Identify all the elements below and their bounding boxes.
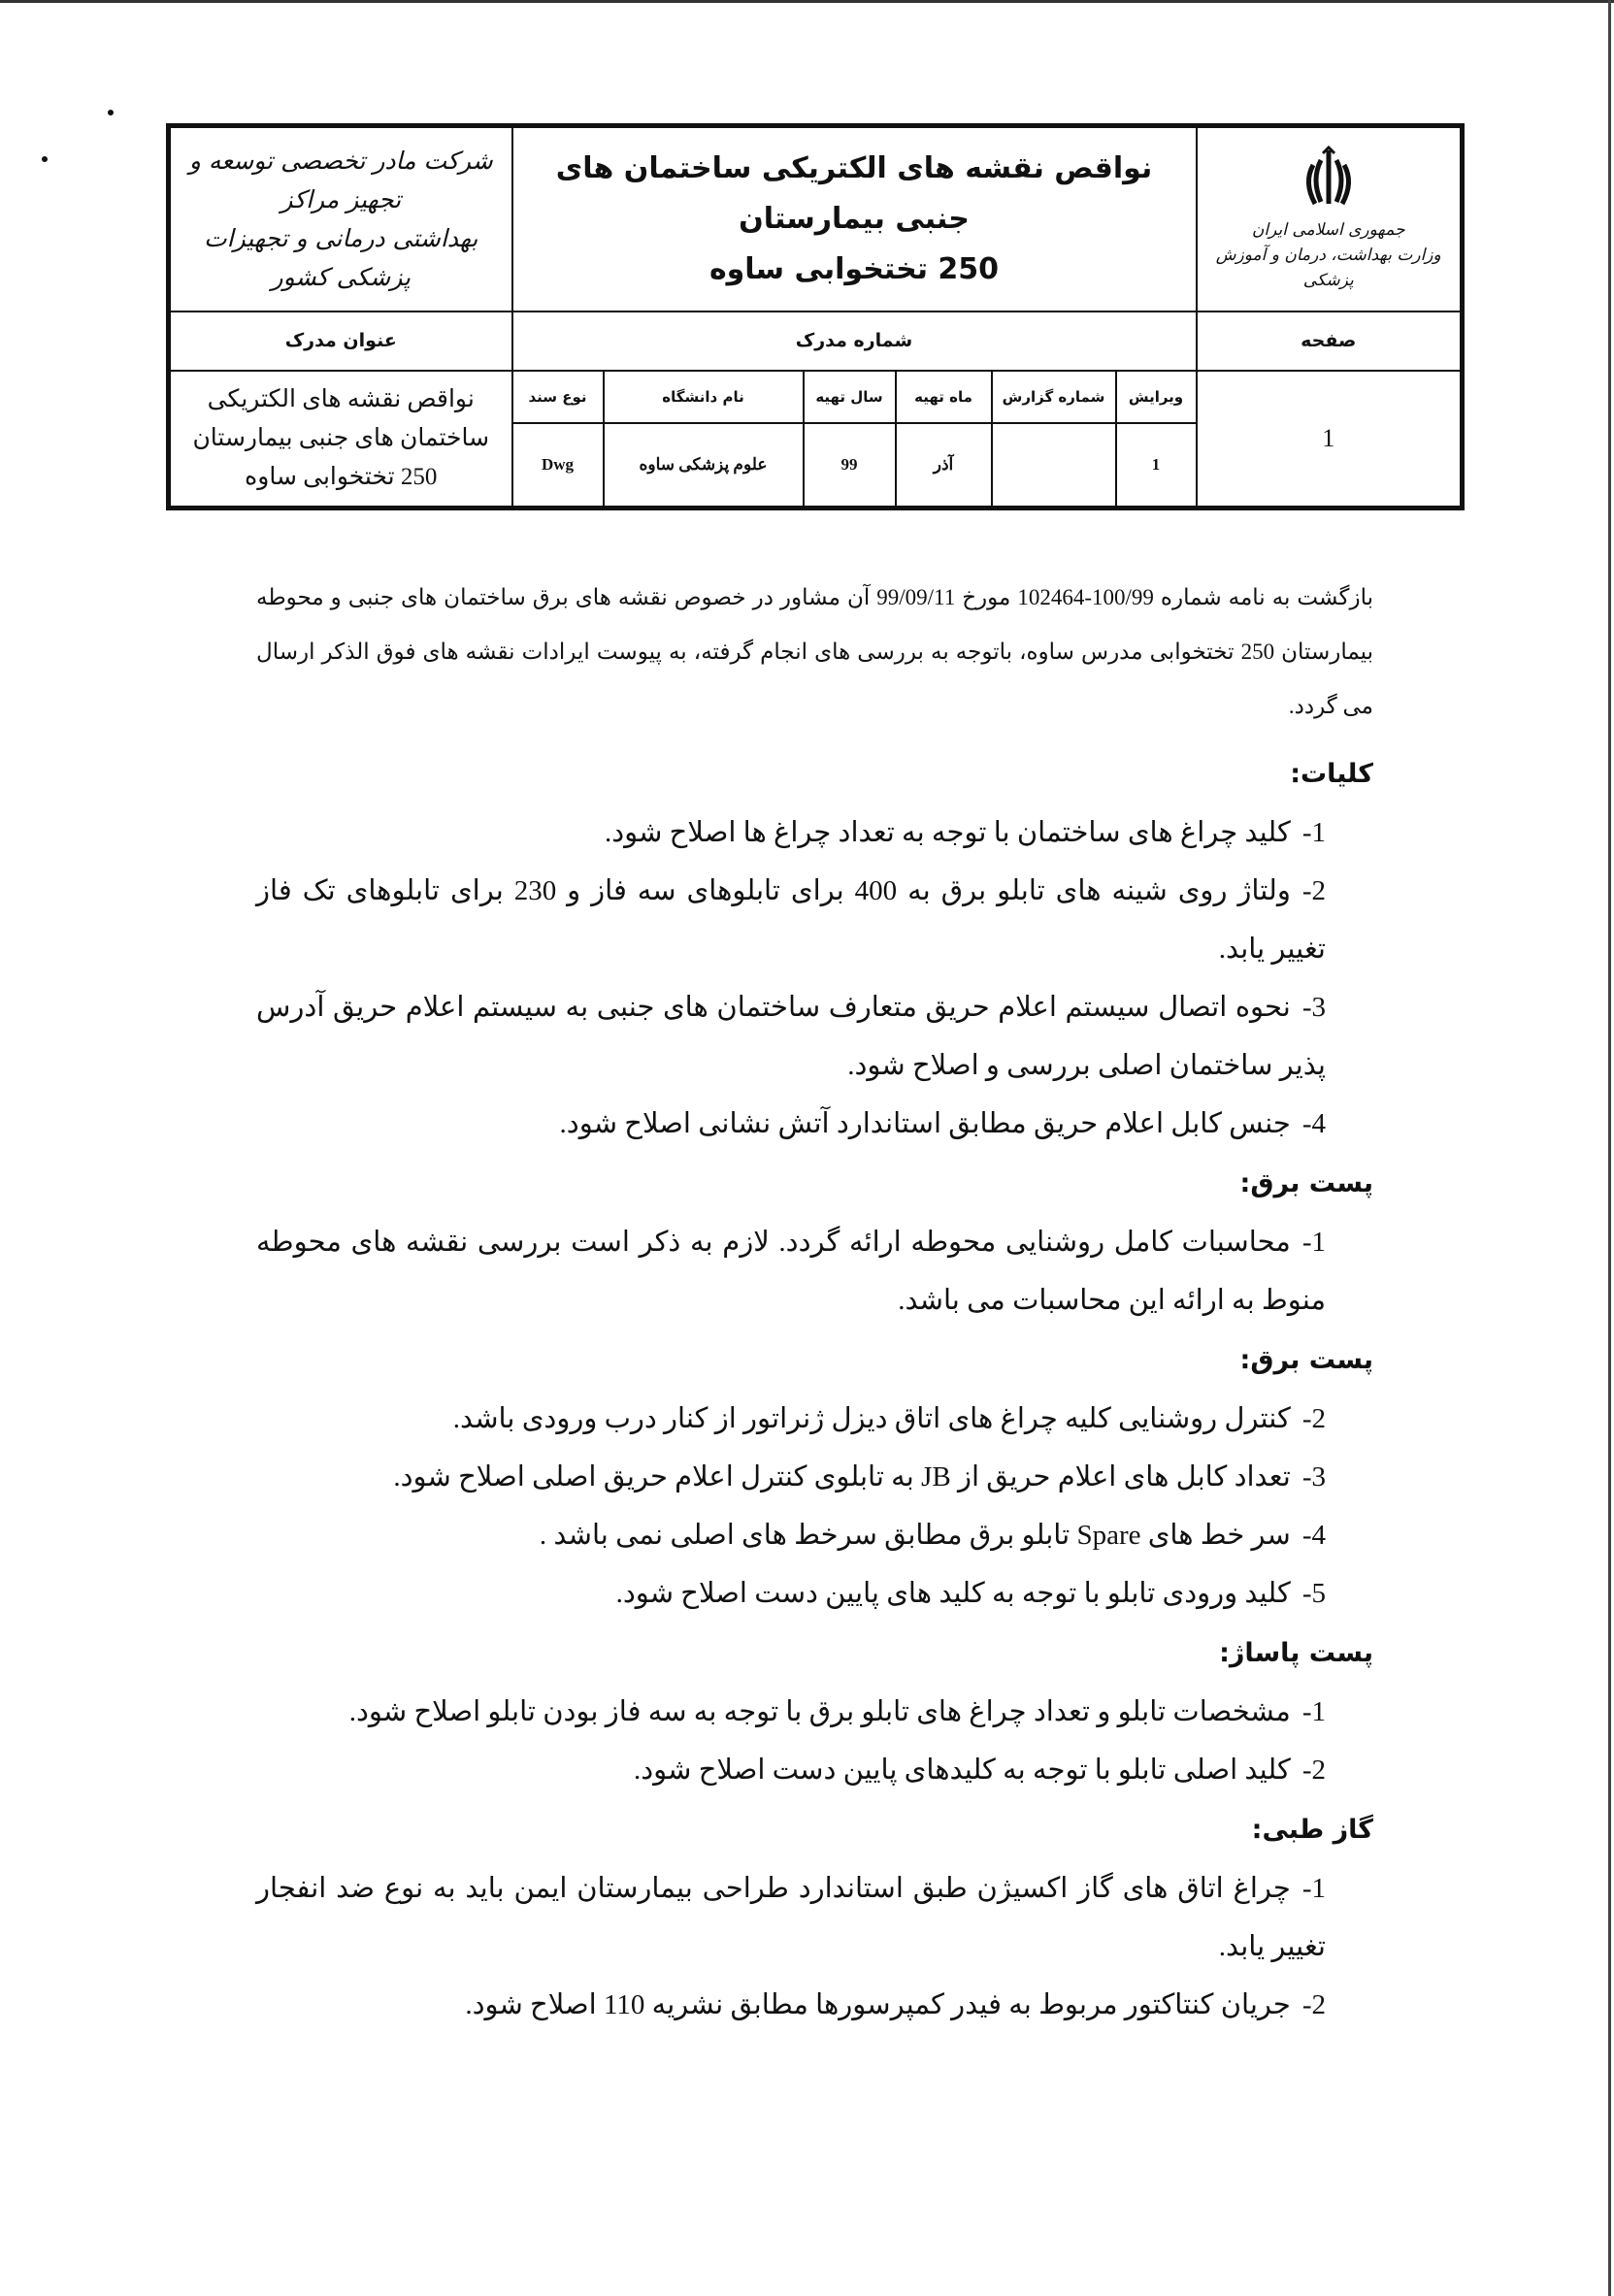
doc-title-line: نواقص نقشه های الکتریکی (207, 385, 475, 412)
defect-item (256, 978, 1326, 1095)
defect-item (256, 1741, 1326, 1799)
document-title (512, 126, 1197, 312)
item-number: 2- (1301, 1403, 1326, 1434)
section-heading: پست پاساژ: (1219, 1638, 1373, 1668)
edition-value: 1 (1116, 423, 1197, 508)
university-value: علوم پزشکی ساوه (604, 423, 804, 508)
defect-item (256, 1390, 1326, 1448)
defect-item (256, 1976, 1326, 2034)
defect-item (256, 1506, 1326, 1564)
item-text: محاسبات کامل روشنایی محوطه ارائه گردد. لازم به ذکر است بررسی نقشه های محوطه منوط به ارائه این محاسبات می باشد. (256, 1227, 1326, 1316)
col-doc-type: نوع سند (512, 371, 604, 423)
defect-item (256, 862, 1326, 978)
ministry-logo (1197, 126, 1463, 312)
item-text: کلید اصلی تابلو با توجه به کلیدهای پایین دست اصلاح شود. (634, 1755, 1291, 1786)
item-text: کلید ورودی تابلو با توجه به کلید های پایین دست اصلاح شود. (615, 1578, 1291, 1609)
col-month: ماه تهیه (896, 371, 992, 423)
intro-paragraph: بازگشت به نامه شماره 100/99-102464 مورخ 99/09/11 آن مشاور در خصوص نقشه های برق ساختمان های جنبی و محوطه بیمارستان 250 تختخوابی مدرس ساوه، باتوجه به بررسی های انجام گرفته، به پیوست ایرادات نقشه های فوق الذکر ارسال می گردد. (256, 585, 1373, 718)
report-number-value (992, 423, 1116, 508)
item-text: مشخصات تابلو و تعداد چراغ های تابلو برق با توجه به سه فاز بودن تابلو اصلاح شود. (348, 1696, 1291, 1727)
defect-item (256, 1859, 1326, 1976)
item-text: ولتاژ روی شینه های تابلو برق به 400 برای تابلوهای سه فاز و 230 برای تابلوهای تک فاز تغییر یابد. (256, 875, 1326, 965)
col-year: سال تهیه (804, 371, 896, 423)
item-number: 1- (1301, 817, 1326, 848)
item-number: 2- (1301, 875, 1326, 906)
scan-right-edge (1608, 0, 1611, 2296)
item-number: 1- (1301, 1227, 1326, 1258)
col-edition: ویرایش (1116, 371, 1197, 423)
section-heading: پست برق: (1239, 1345, 1373, 1375)
col-university: نام دانشگاه (604, 371, 804, 423)
scan-dot (108, 110, 114, 115)
item-number: 3- (1301, 1461, 1326, 1492)
year-value: 99 (804, 423, 896, 508)
defect-item (256, 1448, 1326, 1506)
item-number: 1- (1301, 1696, 1326, 1727)
month-value: آذر (896, 423, 992, 508)
item-number: 2- (1301, 1989, 1326, 2020)
defect-item (256, 1213, 1326, 1329)
item-number: 4- (1301, 1108, 1326, 1139)
defect-item (256, 1683, 1326, 1741)
document-header-table (166, 123, 1465, 510)
doc-title-line: 250 تختخوابی ساوه (245, 463, 438, 490)
logo-line-2: وزارت بهداشت، درمان و آموزش پزشکی (1215, 245, 1441, 290)
item-number: 2- (1301, 1755, 1326, 1786)
company-name (169, 126, 512, 312)
logo-line-1: جمهوری اسلامی ایران (1251, 219, 1405, 240)
company-line-2: بهداشتی درمانی و تجهیزات پزشکی کشور (204, 223, 478, 291)
defect-item (256, 1095, 1326, 1153)
item-number: 1- (1301, 1873, 1326, 1904)
page-value: 1 (1197, 371, 1463, 508)
company-line-1: شرکت مادر تخصصی توسعه و تجهیز مراکز (188, 146, 493, 213)
defects-list (256, 751, 1373, 2034)
item-text: سر خط های Spare تابلو برق مطابق سرخط های اصلی نمی باشد . (539, 1520, 1291, 1551)
item-number: 5- (1301, 1578, 1326, 1609)
item-number: 4- (1301, 1520, 1326, 1551)
scan-dot (42, 156, 48, 162)
item-text: تعداد کابل های اعلام حریق از JB به تابلوی کنترل اعلام حریق اصلی اصلاح شود. (393, 1461, 1291, 1492)
ministry-logo-text (1203, 217, 1455, 293)
col-report-number: شماره گزارش (992, 371, 1116, 423)
item-text: کلید چراغ های ساختمان با توجه به تعداد چراغ ها اصلاح شود. (604, 817, 1291, 848)
doc-title-label: عنوان مدرک (169, 312, 512, 371)
defect-item (256, 804, 1326, 862)
section-heading: گاز طبی: (1251, 1815, 1373, 1845)
item-text: جنس کابل اعلام حریق مطابق استاندارد آتش نشانی اصلاح شود. (559, 1108, 1291, 1139)
doc-number-label: شماره مدرک (512, 312, 1197, 371)
item-text: کنترل روشنایی کلیه چراغ های اتاق دیزل ژنراتور از کنار درب ورودی باشد. (452, 1403, 1291, 1434)
title-line-1: نواقص نقشه های الکتریکی ساختمان های جنبی بیمارستان (555, 150, 1153, 236)
doc-type-value: Dwg (512, 423, 604, 508)
item-text: نحوه اتصال سیستم اعلام حریق متعارف ساختمان های جنبی به سیستم اعلام حریق آدرس پذیر ساختمان اصلی بررسی و اصلاح شود. (256, 992, 1326, 1081)
page-label: صفحه (1197, 312, 1463, 371)
defect-item (256, 1564, 1326, 1623)
doc-title-line: ساختمان های جنبی بیمارستان (192, 424, 490, 451)
doc-title-value (169, 371, 512, 508)
scan-top-edge (0, 0, 1614, 3)
title-line-2: 250 تختخوابی ساوه (708, 251, 1000, 286)
item-text: جریان کنتاکتور مربوط به فیدر کمپرسورها مطابق نشریه 110 اصلاح شود. (465, 1989, 1291, 2020)
section-heading: کلیات: (1290, 759, 1373, 789)
section-heading: پست برق: (1239, 1168, 1373, 1198)
item-text: چراغ اتاق های گاز اکسیژن طبق استاندارد طراحی بیمارستان ایمن باید به نوع ضد انفجار تغییر یابد. (256, 1873, 1326, 1962)
iran-emblem-icon (1300, 146, 1358, 213)
item-number: 3- (1301, 992, 1326, 1023)
